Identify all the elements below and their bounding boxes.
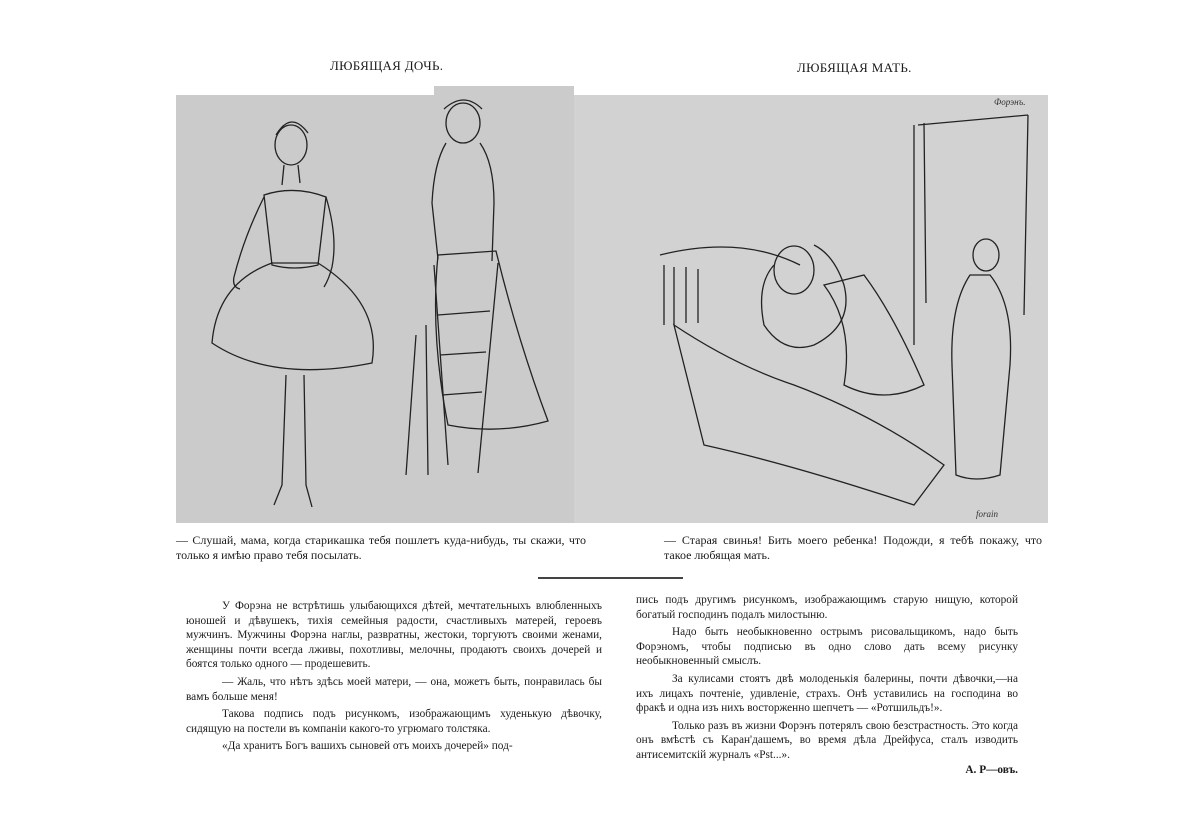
paragraph: У Форэна не встрѣтишь улыбающихся дѣтей, мечтательныхъ влюбленныхъ юношей и дѣвушекъ, тихія семейныя радости, счастливыхъ матерей, героевъ мужчинъ. Мужчины Форэна наглы, развратны, жестоки, торгуютъ своими женами, женщины почти всегда лживы, похотливы, мелочны, продаютъ своихъ дочерей и боятся только одного — продешевить. <box>186 600 602 671</box>
curtain <box>914 115 1028 345</box>
signature-top: Форэнъ. <box>994 97 1026 107</box>
signature-bottom: forain <box>976 509 999 519</box>
mother-drawing <box>574 95 1048 523</box>
title-loving-mother: ЛЮБЯЩАЯ МАТЬ. <box>797 60 912 75</box>
article-column-right <box>636 593 1018 777</box>
paragraph: — Жаль, что нѣтъ здѣсь моей матери, — она, можетъ быть, понравилась бы вамъ больше меня! <box>186 675 602 703</box>
ballerina-bodice <box>264 190 326 268</box>
chair <box>434 263 498 473</box>
paragraph: Только разъ въ жизни Форэнъ потерялъ свою безстрастность. Это когда онъ вмѣстѣ съ Каран'дашемъ, во время дѣла Дрейфуса, сталъ изводить антисемитскій журналъ «Pst...». <box>636 719 1018 761</box>
paragraph: За кулисами стоятъ двѣ молоденькія балерины, почти дѣвочки,—на ихъ лицахъ почтеніе, удивленіе, страхъ. Онѣ уставились на господина во фракѣ и одна изъ нихъ восторженно шепчетъ — «Ротшильдъ!». <box>636 672 1018 715</box>
caption-right: — Старая свинья! Бить моего ребенка! Подожди, я тебѣ покажу, что такое любящая мать. <box>664 533 1042 562</box>
man-head <box>973 239 999 271</box>
ballerina-tutu <box>212 263 373 370</box>
bed-sheets <box>674 325 944 505</box>
section-divider <box>538 577 683 579</box>
article-column-left <box>186 599 602 754</box>
mother-head <box>774 246 814 294</box>
illustration-mother-and-daughter <box>574 95 1048 523</box>
paragraph: пись подъ другимъ рисункомъ, изображающимъ старую нищую, которой богатый господинъ подалъ милостыню. <box>636 594 1018 621</box>
embrace <box>762 245 846 348</box>
caption-left: — Слушай, мама, когда старикашка тебя пошлетъ куда-нибудь, ты скажи, что только я имѣю право тебя посылать. <box>176 533 586 562</box>
title-loving-daughter: ЛЮБЯЩАЯ ДОЧЬ. <box>330 58 444 73</box>
mother-head <box>446 103 480 143</box>
ballerina-head <box>275 125 307 165</box>
mother-skirt <box>436 251 548 429</box>
article-author: А. Р—овъ. <box>965 763 1018 776</box>
ballerina-drawing <box>176 95 574 523</box>
man-robe <box>952 275 1011 479</box>
illustration-ballerina-and-mother <box>176 95 574 523</box>
paragraph: «Да хранитъ Богъ вашихъ сыновей отъ моихъ дочерей» под- <box>222 740 513 753</box>
paragraph: Надо быть необыкновенно острымъ рисовальщикомъ, надо быть Форэномъ, чтобы подписью въ одно слово дать всему рисунку необыкновенный смыслъ. <box>636 626 1018 668</box>
paragraph: Такова подпись подъ рисункомъ, изображающимъ худенькую дѣвочку, сидящую на постели въ компаніи какого-то угрюмаго толстяка. <box>186 708 602 735</box>
